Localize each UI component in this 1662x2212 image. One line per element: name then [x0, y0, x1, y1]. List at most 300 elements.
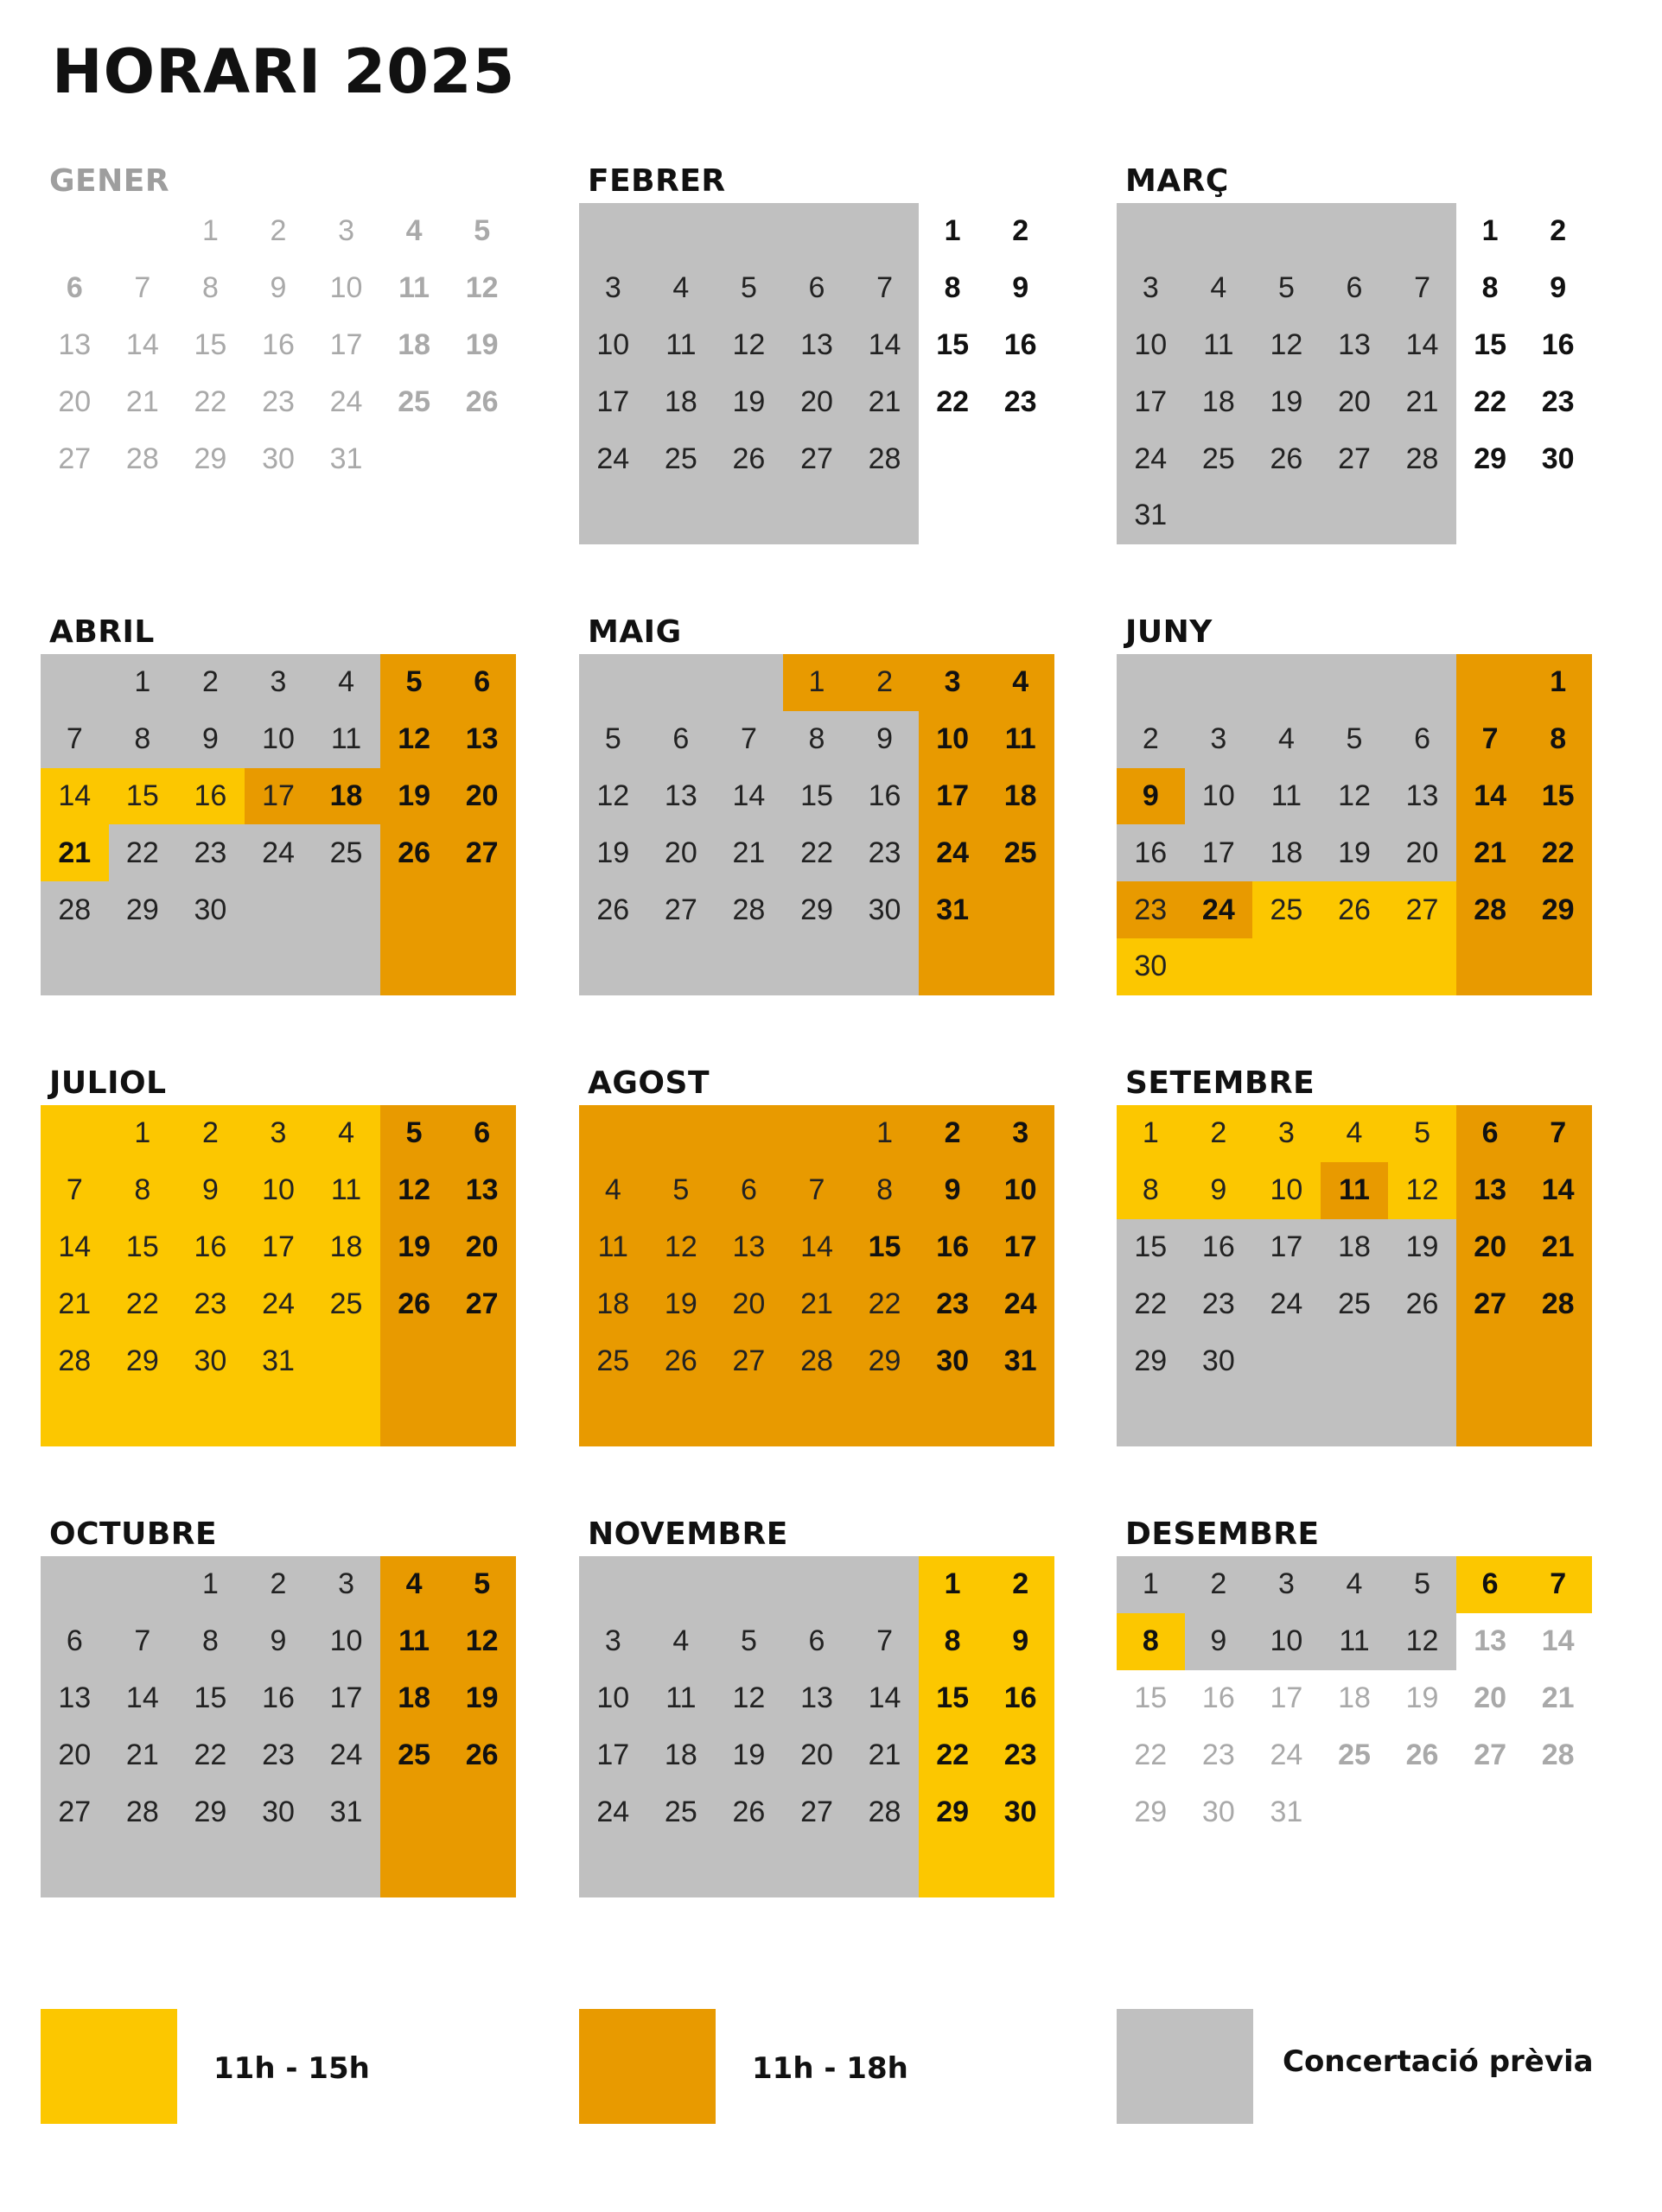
day-cell[interactable]: 19	[465, 327, 499, 361]
day-cell[interactable]: 16	[245, 1670, 313, 1727]
day-cell[interactable]: 10	[245, 1162, 313, 1219]
day-cell[interactable]: 2	[850, 654, 919, 711]
day-cell[interactable]: 27	[1321, 430, 1389, 487]
day-cell[interactable]: 6	[1321, 260, 1389, 317]
day-cell[interactable]: 25	[1252, 881, 1321, 938]
day-cell[interactable]: 10	[919, 711, 987, 768]
day-cell[interactable]: 27	[715, 1332, 783, 1389]
day-cell[interactable]: 28	[715, 881, 783, 938]
day-cell[interactable]: 4	[312, 654, 380, 711]
day-cell[interactable]: 15	[783, 768, 851, 825]
day-cell[interactable]: 25	[647, 430, 716, 487]
day-cell[interactable]: 7	[41, 711, 109, 768]
day-cell[interactable]: 11	[986, 711, 1054, 768]
day-cell[interactable]: 13	[1388, 768, 1456, 825]
day-cell[interactable]: 7	[109, 1613, 177, 1670]
day-cell[interactable]: 30	[176, 1332, 245, 1389]
day-cell[interactable]: 21	[1388, 373, 1456, 430]
day-cell[interactable]: 12	[647, 1219, 716, 1276]
day-cell[interactable]: 12	[1388, 1162, 1456, 1219]
day-cell[interactable]: 14	[850, 317, 919, 374]
day-cell[interactable]: 15	[1134, 1681, 1168, 1714]
day-cell[interactable]: 1	[1524, 654, 1592, 711]
day-cell[interactable]: 5	[647, 1162, 716, 1219]
day-cell[interactable]: 23	[1185, 1275, 1253, 1332]
day-cell[interactable]: 25	[398, 385, 431, 418]
day-cell[interactable]: 31	[1270, 1795, 1303, 1828]
day-cell[interactable]: 16	[919, 1219, 987, 1276]
day-cell[interactable]: 30	[245, 1783, 313, 1840]
day-cell[interactable]: 31	[312, 1783, 380, 1840]
day-cell[interactable]: 17	[919, 768, 987, 825]
day-cell[interactable]: 24	[329, 385, 363, 418]
day-cell[interactable]: 9	[270, 271, 287, 305]
day-cell[interactable]: 3	[245, 654, 313, 711]
day-cell[interactable]: 15	[919, 1670, 987, 1727]
day-cell[interactable]: 18	[1185, 373, 1253, 430]
day-cell[interactable]: 13	[58, 327, 92, 361]
day-cell[interactable]: 23	[1541, 385, 1575, 418]
day-cell[interactable]: 5	[380, 654, 449, 711]
day-cell[interactable]: 8	[1117, 1613, 1185, 1670]
day-cell[interactable]: 25	[579, 1332, 647, 1389]
day-cell[interactable]: 15	[194, 327, 227, 361]
day-cell[interactable]: 27	[1456, 1275, 1525, 1332]
day-cell[interactable]: 4	[312, 1105, 380, 1162]
day-cell[interactable]: 21	[109, 1726, 177, 1783]
day-cell[interactable]: 18	[312, 1219, 380, 1276]
day-cell[interactable]: 27	[783, 430, 851, 487]
day-cell[interactable]: 26	[448, 1726, 516, 1783]
day-cell[interactable]: 27	[1474, 1738, 1507, 1771]
day-cell[interactable]: 14	[125, 327, 159, 361]
day-cell[interactable]: 15	[176, 1670, 245, 1727]
day-cell[interactable]: 26	[1405, 1738, 1439, 1771]
day-cell[interactable]: 23	[919, 1275, 987, 1332]
day-cell[interactable]: 17	[312, 1670, 380, 1727]
day-cell[interactable]: 19	[1321, 824, 1389, 881]
day-cell[interactable]: 14	[41, 1219, 109, 1276]
day-cell[interactable]: 12	[465, 271, 499, 305]
day-cell[interactable]: 5	[474, 214, 491, 248]
day-cell[interactable]: 27	[448, 824, 516, 881]
day-cell[interactable]: 20	[1321, 373, 1389, 430]
day-cell[interactable]: 2	[245, 1556, 313, 1613]
day-cell[interactable]: 13	[783, 1670, 851, 1727]
day-cell[interactable]: 29	[1134, 1795, 1168, 1828]
day-cell[interactable]: 18	[398, 327, 431, 361]
day-cell[interactable]: 10	[1252, 1162, 1321, 1219]
day-cell[interactable]: 17	[245, 768, 313, 825]
day-cell[interactable]: 2	[1185, 1556, 1253, 1613]
day-cell[interactable]: 25	[312, 1275, 380, 1332]
day-cell[interactable]: 11	[579, 1219, 647, 1276]
day-cell[interactable]: 6	[1456, 1105, 1525, 1162]
day-cell[interactable]: 1	[944, 214, 961, 248]
day-cell[interactable]: 26	[647, 1332, 716, 1389]
day-cell[interactable]: 24	[1117, 430, 1185, 487]
day-cell[interactable]: 4	[1321, 1105, 1389, 1162]
day-cell[interactable]: 10	[986, 1162, 1054, 1219]
day-cell[interactable]: 9	[1117, 768, 1185, 825]
day-cell[interactable]: 10	[579, 1670, 647, 1727]
day-cell[interactable]: 19	[380, 768, 449, 825]
day-cell[interactable]: 1	[850, 1105, 919, 1162]
day-cell[interactable]: 19	[1252, 373, 1321, 430]
day-cell[interactable]: 4	[1252, 711, 1321, 768]
day-cell[interactable]: 23	[986, 1726, 1054, 1783]
day-cell[interactable]: 18	[1252, 824, 1321, 881]
day-cell[interactable]: 19	[1388, 1219, 1456, 1276]
day-cell[interactable]: 8	[1481, 271, 1499, 305]
day-cell[interactable]: 22	[1524, 824, 1592, 881]
day-cell[interactable]: 11	[398, 271, 430, 305]
day-cell[interactable]: 4	[1185, 260, 1253, 317]
day-cell[interactable]: 30	[986, 1783, 1054, 1840]
day-cell[interactable]: 18	[986, 768, 1054, 825]
day-cell[interactable]: 24	[986, 1275, 1054, 1332]
day-cell[interactable]: 17	[579, 1726, 647, 1783]
day-cell[interactable]: 15	[850, 1219, 919, 1276]
day-cell[interactable]: 6	[647, 711, 716, 768]
day-cell[interactable]: 7	[850, 260, 919, 317]
day-cell[interactable]: 29	[850, 1332, 919, 1389]
day-cell[interactable]: 8	[944, 271, 961, 305]
day-cell[interactable]: 12	[715, 317, 783, 374]
day-cell[interactable]: 10	[329, 271, 363, 305]
day-cell[interactable]: 19	[647, 1275, 716, 1332]
day-cell[interactable]: 8	[850, 1162, 919, 1219]
day-cell[interactable]: 7	[850, 1613, 919, 1670]
day-cell[interactable]: 1	[919, 1556, 987, 1613]
day-cell[interactable]: 4	[986, 654, 1054, 711]
day-cell[interactable]: 7	[1524, 1105, 1592, 1162]
day-cell[interactable]: 26	[1321, 881, 1389, 938]
day-cell[interactable]: 22	[1117, 1275, 1185, 1332]
day-cell[interactable]: 19	[715, 373, 783, 430]
day-cell[interactable]: 4	[405, 214, 423, 248]
day-cell[interactable]: 23	[245, 1726, 313, 1783]
day-cell[interactable]: 13	[647, 768, 716, 825]
day-cell[interactable]: 20	[1474, 1681, 1507, 1714]
day-cell[interactable]: 3	[579, 1613, 647, 1670]
day-cell[interactable]: 1	[109, 1105, 177, 1162]
day-cell[interactable]: 18	[1338, 1681, 1371, 1714]
day-cell[interactable]: 2	[1012, 214, 1029, 248]
day-cell[interactable]: 22	[936, 385, 970, 418]
day-cell[interactable]: 18	[380, 1670, 449, 1727]
day-cell[interactable]: 5	[715, 260, 783, 317]
day-cell[interactable]: 7	[134, 271, 151, 305]
day-cell[interactable]: 19	[1405, 1681, 1439, 1714]
day-cell[interactable]: 6	[66, 271, 83, 305]
day-cell[interactable]: 24	[1252, 1275, 1321, 1332]
day-cell[interactable]: 9	[850, 711, 919, 768]
day-cell[interactable]: 12	[380, 711, 449, 768]
day-cell[interactable]: 1	[109, 654, 177, 711]
day-cell[interactable]: 1	[783, 654, 851, 711]
day-cell[interactable]: 14	[1541, 1624, 1575, 1658]
day-cell[interactable]: 7	[1456, 711, 1525, 768]
day-cell[interactable]: 29	[109, 881, 177, 938]
day-cell[interactable]: 6	[41, 1613, 109, 1670]
day-cell[interactable]: 9	[176, 711, 245, 768]
day-cell[interactable]: 22	[783, 824, 851, 881]
day-cell[interactable]: 28	[850, 430, 919, 487]
day-cell[interactable]: 31	[919, 881, 987, 938]
day-cell[interactable]: 1	[1117, 1556, 1185, 1613]
day-cell[interactable]: 15	[1524, 768, 1592, 825]
day-cell[interactable]: 24	[245, 824, 313, 881]
day-cell[interactable]: 12	[380, 1162, 449, 1219]
day-cell[interactable]: 20	[715, 1275, 783, 1332]
day-cell[interactable]: 18	[312, 768, 380, 825]
day-cell[interactable]: 12	[1321, 768, 1389, 825]
day-cell[interactable]: 13	[783, 317, 851, 374]
day-cell[interactable]: 7	[715, 711, 783, 768]
day-cell[interactable]: 17	[579, 373, 647, 430]
day-cell[interactable]: 14	[715, 768, 783, 825]
day-cell[interactable]: 27	[58, 442, 92, 475]
day-cell[interactable]: 2	[919, 1105, 987, 1162]
day-cell[interactable]: 5	[1321, 711, 1389, 768]
day-cell[interactable]: 4	[579, 1162, 647, 1219]
day-cell[interactable]: 27	[41, 1783, 109, 1840]
day-cell[interactable]: 22	[1134, 1738, 1168, 1771]
day-cell[interactable]: 28	[1456, 881, 1525, 938]
day-cell[interactable]: 3	[1252, 1556, 1321, 1613]
day-cell[interactable]: 12	[715, 1670, 783, 1727]
day-cell[interactable]: 16	[176, 768, 245, 825]
day-cell[interactable]: 25	[986, 824, 1054, 881]
day-cell[interactable]: 25	[647, 1783, 716, 1840]
day-cell[interactable]: 15	[936, 327, 970, 361]
day-cell[interactable]: 30	[1201, 1795, 1235, 1828]
day-cell[interactable]: 21	[715, 824, 783, 881]
day-cell[interactable]: 27	[1388, 881, 1456, 938]
day-cell[interactable]: 16	[1185, 1219, 1253, 1276]
day-cell[interactable]: 17	[1270, 1681, 1303, 1714]
day-cell[interactable]: 16	[176, 1219, 245, 1276]
day-cell[interactable]: 5	[715, 1613, 783, 1670]
day-cell[interactable]: 28	[41, 1332, 109, 1389]
day-cell[interactable]: 3	[312, 1556, 380, 1613]
day-cell[interactable]: 21	[850, 1726, 919, 1783]
day-cell[interactable]: 23	[1201, 1738, 1235, 1771]
day-cell[interactable]: 25	[1185, 430, 1253, 487]
day-cell[interactable]: 10	[1117, 317, 1185, 374]
day-cell[interactable]: 3	[1252, 1105, 1321, 1162]
day-cell[interactable]: 18	[647, 1726, 716, 1783]
day-cell[interactable]: 2	[176, 1105, 245, 1162]
day-cell[interactable]: 21	[850, 373, 919, 430]
day-cell[interactable]: 12	[579, 768, 647, 825]
day-cell[interactable]: 23	[1003, 385, 1037, 418]
day-cell[interactable]: 14	[109, 1670, 177, 1727]
day-cell[interactable]: 20	[448, 1219, 516, 1276]
day-cell[interactable]: 26	[380, 824, 449, 881]
day-cell[interactable]: 16	[1003, 327, 1037, 361]
day-cell[interactable]: 20	[41, 1726, 109, 1783]
day-cell[interactable]: 2	[176, 654, 245, 711]
day-cell[interactable]: 3	[919, 654, 987, 711]
day-cell[interactable]: 3	[579, 260, 647, 317]
day-cell[interactable]: 21	[1524, 1219, 1592, 1276]
day-cell[interactable]: 19	[448, 1670, 516, 1727]
day-cell[interactable]: 11	[312, 1162, 380, 1219]
day-cell[interactable]: 20	[783, 373, 851, 430]
day-cell[interactable]: 21	[41, 1275, 109, 1332]
day-cell[interactable]: 29	[1474, 442, 1507, 475]
day-cell[interactable]: 29	[1524, 881, 1592, 938]
day-cell[interactable]: 14	[1524, 1162, 1592, 1219]
day-cell[interactable]: 16	[1201, 1681, 1235, 1714]
day-cell[interactable]: 22	[109, 824, 177, 881]
day-cell[interactable]: 16	[262, 327, 295, 361]
day-cell[interactable]: 12	[1388, 1613, 1456, 1670]
day-cell[interactable]: 8	[1117, 1162, 1185, 1219]
day-cell[interactable]: 9	[1185, 1613, 1253, 1670]
day-cell[interactable]: 13	[1456, 1162, 1525, 1219]
day-cell[interactable]: 19	[380, 1219, 449, 1276]
day-cell[interactable]: 1	[1117, 1105, 1185, 1162]
day-cell[interactable]: 20	[448, 768, 516, 825]
day-cell[interactable]: 5	[1388, 1105, 1456, 1162]
day-cell[interactable]: 24	[1185, 881, 1253, 938]
day-cell[interactable]: 22	[919, 1726, 987, 1783]
day-cell[interactable]: 5	[1388, 1556, 1456, 1613]
day-cell[interactable]: 5	[579, 711, 647, 768]
day-cell[interactable]: 9	[245, 1613, 313, 1670]
day-cell[interactable]: 26	[1252, 430, 1321, 487]
day-cell[interactable]: 5	[448, 1556, 516, 1613]
day-cell[interactable]: 17	[245, 1219, 313, 1276]
day-cell[interactable]: 20	[1456, 1219, 1525, 1276]
day-cell[interactable]: 30	[262, 442, 295, 475]
day-cell[interactable]: 5	[380, 1105, 449, 1162]
day-cell[interactable]: 3	[1185, 711, 1253, 768]
day-cell[interactable]: 6	[715, 1162, 783, 1219]
day-cell[interactable]: 28	[1524, 1275, 1592, 1332]
day-cell[interactable]: 29	[109, 1332, 177, 1389]
day-cell[interactable]: 26	[1388, 1275, 1456, 1332]
day-cell[interactable]: 8	[201, 271, 219, 305]
day-cell[interactable]: 3	[338, 214, 354, 248]
day-cell[interactable]: 8	[1524, 711, 1592, 768]
day-cell[interactable]: 4	[647, 1613, 716, 1670]
day-cell[interactable]: 11	[1185, 317, 1253, 374]
day-cell[interactable]: 10	[1252, 1613, 1321, 1670]
day-cell[interactable]: 21	[783, 1275, 851, 1332]
day-cell[interactable]: 13	[448, 711, 516, 768]
day-cell[interactable]: 11	[647, 317, 716, 374]
day-cell[interactable]: 13	[41, 1670, 109, 1727]
day-cell[interactable]: 20	[783, 1726, 851, 1783]
day-cell[interactable]: 17	[329, 327, 363, 361]
day-cell[interactable]: 18	[1321, 1219, 1389, 1276]
day-cell[interactable]: 20	[58, 385, 92, 418]
day-cell[interactable]: 27	[783, 1783, 851, 1840]
day-cell[interactable]: 3	[245, 1105, 313, 1162]
day-cell[interactable]: 30	[919, 1332, 987, 1389]
day-cell[interactable]: 30	[176, 881, 245, 938]
day-cell[interactable]: 6	[783, 1613, 851, 1670]
day-cell[interactable]: 14	[1388, 317, 1456, 374]
day-cell[interactable]: 3	[1117, 260, 1185, 317]
day-cell[interactable]: 13	[448, 1162, 516, 1219]
day-cell[interactable]: 28	[1541, 1738, 1575, 1771]
day-cell[interactable]: 11	[1252, 768, 1321, 825]
day-cell[interactable]: 24	[1270, 1738, 1303, 1771]
day-cell[interactable]: 17	[1252, 1219, 1321, 1276]
day-cell[interactable]: 27	[647, 881, 716, 938]
day-cell[interactable]: 28	[109, 1783, 177, 1840]
day-cell[interactable]: 15	[109, 1219, 177, 1276]
day-cell[interactable]: 11	[647, 1670, 716, 1727]
day-cell[interactable]: 29	[194, 442, 227, 475]
day-cell[interactable]: 14	[850, 1670, 919, 1727]
day-cell[interactable]: 8	[176, 1613, 245, 1670]
day-cell[interactable]: 29	[783, 881, 851, 938]
day-cell[interactable]: 28	[125, 442, 159, 475]
day-cell[interactable]: 15	[1474, 327, 1507, 361]
day-cell[interactable]: 6	[448, 654, 516, 711]
day-cell[interactable]: 11	[1321, 1613, 1389, 1670]
day-cell[interactable]: 2	[1550, 214, 1567, 248]
day-cell[interactable]: 2	[1117, 711, 1185, 768]
day-cell[interactable]: 27	[448, 1275, 516, 1332]
day-cell[interactable]: 9	[1185, 1162, 1253, 1219]
day-cell[interactable]: 8	[783, 711, 851, 768]
day-cell[interactable]: 7	[41, 1162, 109, 1219]
day-cell[interactable]: 9	[986, 1613, 1054, 1670]
day-cell[interactable]: 7	[1524, 1556, 1592, 1613]
day-cell[interactable]: 21	[1541, 1681, 1575, 1714]
day-cell[interactable]: 6	[1388, 711, 1456, 768]
day-cell[interactable]: 23	[176, 824, 245, 881]
day-cell[interactable]: 4	[647, 260, 716, 317]
day-cell[interactable]: 17	[986, 1219, 1054, 1276]
day-cell[interactable]: 14	[783, 1219, 851, 1276]
day-cell[interactable]: 9	[919, 1162, 987, 1219]
day-cell[interactable]: 10	[1185, 768, 1253, 825]
day-cell[interactable]: 23	[850, 824, 919, 881]
day-cell[interactable]: 26	[465, 385, 499, 418]
day-cell[interactable]: 1	[1481, 214, 1499, 248]
day-cell[interactable]: 7	[1388, 260, 1456, 317]
day-cell[interactable]: 26	[715, 1783, 783, 1840]
day-cell[interactable]: 22	[1474, 385, 1507, 418]
day-cell[interactable]: 4	[1321, 1556, 1389, 1613]
day-cell[interactable]: 31	[329, 442, 363, 475]
day-cell[interactable]: 11	[380, 1613, 449, 1670]
day-cell[interactable]: 2	[270, 214, 287, 248]
day-cell[interactable]: 9	[1012, 271, 1029, 305]
day-cell[interactable]: 24	[579, 1783, 647, 1840]
day-cell[interactable]: 28	[41, 881, 109, 938]
day-cell[interactable]: 20	[1388, 824, 1456, 881]
day-cell[interactable]: 16	[986, 1670, 1054, 1727]
day-cell[interactable]: 7	[783, 1162, 851, 1219]
day-cell[interactable]: 10	[579, 317, 647, 374]
day-cell[interactable]: 24	[579, 430, 647, 487]
day-cell[interactable]: 31	[245, 1332, 313, 1389]
day-cell[interactable]: 6	[1456, 1556, 1525, 1613]
day-cell[interactable]: 6	[783, 260, 851, 317]
day-cell[interactable]: 29	[1117, 1332, 1185, 1389]
day-cell[interactable]: 31	[986, 1332, 1054, 1389]
day-cell[interactable]: 8	[919, 1613, 987, 1670]
